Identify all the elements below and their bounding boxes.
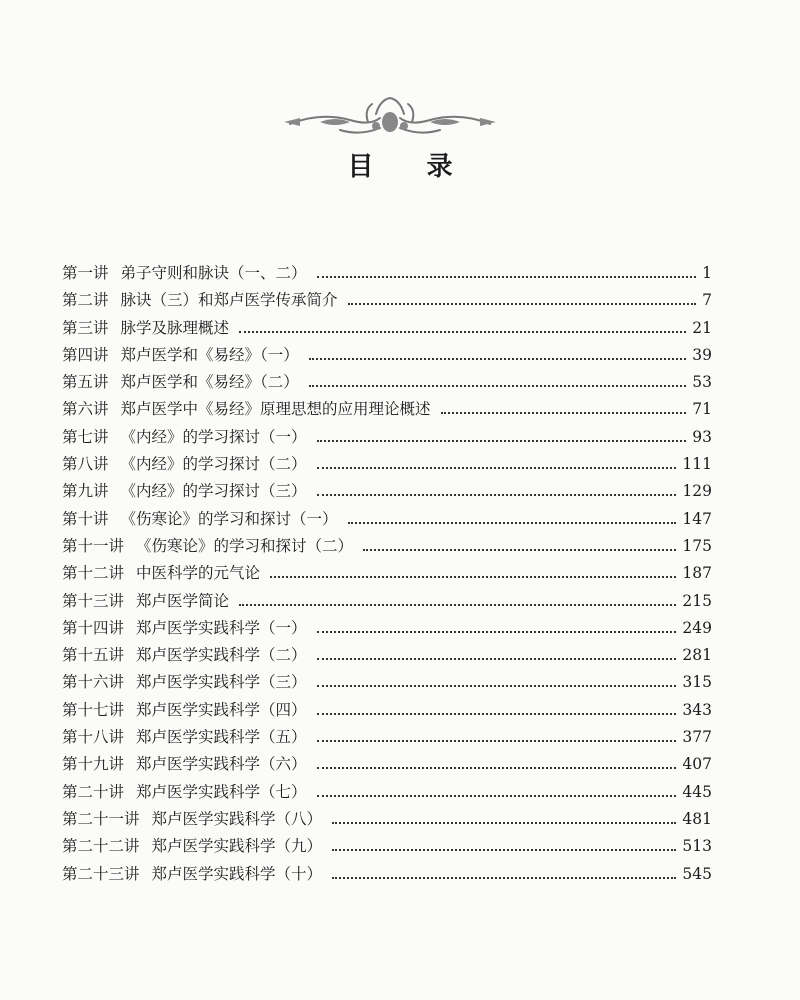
toc-entry[interactable]	[62, 697, 712, 724]
toc-entry-title: 《内经》的学习探讨（二）	[120, 455, 307, 474]
toc-entry[interactable]	[62, 506, 712, 533]
toc-entry-number: 第十三讲	[62, 591, 125, 610]
toc-leader-dots	[239, 331, 686, 333]
toc-entry-page-number: 249	[682, 618, 712, 637]
toc-entry-title: 郑卢医学实践科学（一）	[136, 618, 307, 637]
toc-leader-dots	[270, 576, 676, 578]
toc-entry-page-number: 7	[702, 291, 712, 310]
toc-entry[interactable]	[62, 806, 712, 833]
toc-entry[interactable]	[62, 615, 712, 642]
toc-leader-dots	[309, 358, 686, 360]
toc-entry-page-number: 129	[682, 482, 712, 501]
toc-leader-dots	[317, 276, 696, 278]
toc-entry[interactable]	[62, 424, 712, 451]
toc-entry-number: 第五讲	[62, 373, 109, 392]
toc-entry-title: 脉学及脉理概述	[120, 318, 230, 337]
toc-entry-page-number: 147	[682, 509, 712, 528]
toc-entry[interactable]	[62, 669, 712, 696]
toc-entry-page-number: 281	[682, 646, 712, 665]
page-title: 目 录	[347, 152, 475, 182]
toc-entry-number: 第十九讲	[62, 755, 125, 774]
toc-entry-title: 郑卢医学实践科学（四）	[136, 700, 307, 719]
toc-entry-number: 第十讲	[62, 509, 109, 528]
toc-entry[interactable]	[62, 451, 712, 478]
toc-entry-number: 第八讲	[62, 455, 109, 474]
toc-leader-dots	[363, 549, 676, 551]
toc-entry[interactable]	[62, 478, 712, 505]
toc-entry-title: 郑卢医学中《易经》原理思想的应用理论概述	[120, 400, 431, 419]
toc-entry-number: 第一讲	[62, 264, 109, 282]
toc-leader-dots	[317, 795, 677, 797]
toc-entry-page-number: 39	[692, 345, 712, 364]
toc-entry-page-number: 315	[682, 673, 712, 692]
toc-entry-number: 第七讲	[62, 427, 109, 446]
toc-leader-dots	[317, 740, 677, 742]
toc-entry-number: 第十八讲	[62, 728, 125, 747]
toc-entry-page-number: 187	[682, 564, 712, 583]
toc-entry-number: 第十四讲	[62, 618, 125, 637]
toc-entry[interactable]	[62, 588, 712, 615]
toc-leader-dots	[317, 494, 677, 496]
toc-entry-page-number: 445	[682, 782, 712, 801]
toc-entry-page-number: 71	[692, 400, 712, 419]
toc-entry-page-number: 407	[682, 755, 712, 774]
toc-entry-title: 郑卢医学实践科学（五）	[136, 728, 307, 747]
toc-entry-page-number: 1	[702, 264, 712, 282]
toc-entry-page-number: 21	[692, 318, 712, 337]
toc-leader-dots	[317, 713, 677, 715]
toc-entry-title: 郑卢医学实践科学（三）	[136, 673, 307, 692]
toc-leader-dots	[317, 467, 677, 469]
toc-entry-number: 第十二讲	[62, 564, 125, 583]
toc-entry-page-number: 53	[692, 373, 712, 392]
toc-entry-title: 《伤寒论》的学习和探讨（一）	[120, 509, 338, 528]
toc-leader-dots	[317, 767, 677, 769]
toc-entry-title: 《内经》的学习探讨（三）	[120, 482, 307, 501]
toc-entry-page-number: 343	[682, 700, 712, 719]
toc-entry-title: 郑卢医学实践科学（十）	[151, 864, 323, 883]
toc-entry-title: 中医科学的元气论	[136, 564, 261, 583]
toc-entry-page-number: 215	[682, 591, 712, 610]
toc-leader-dots	[332, 849, 676, 851]
toc-entry-number: 第三讲	[62, 318, 109, 337]
toc-entry-title: 郑卢医学实践科学（六）	[136, 755, 307, 774]
toc-entry-title: 郑卢医学实践科学（八）	[151, 809, 323, 828]
toc-entry[interactable]	[62, 369, 712, 396]
toc-entry[interactable]	[62, 533, 712, 560]
toc-entry[interactable]	[62, 287, 712, 314]
toc-list	[62, 260, 712, 888]
toc-leader-dots	[309, 385, 686, 387]
toc-entry-number: 第六讲	[62, 400, 109, 419]
toc-entry-title: 《伤寒论》的学习和探讨（二）	[136, 536, 354, 555]
toc-entry-title: 脉诀（三）和郑卢医学传承简介	[120, 291, 338, 310]
toc-entry-page-number: 513	[682, 837, 712, 856]
toc-entry-number: 第十七讲	[62, 700, 125, 719]
toc-entry[interactable]	[62, 833, 712, 860]
toc-entry-page-number: 175	[682, 536, 712, 555]
toc-entry-number: 第二十一讲	[62, 809, 140, 828]
toc-leader-dots	[239, 604, 676, 606]
toc-entry-page-number: 545	[682, 864, 712, 883]
toc-leader-dots	[317, 631, 677, 633]
toc-entry-number: 第二讲	[62, 291, 109, 310]
toc-entry-title: 郑卢医学实践科学（二）	[136, 646, 307, 665]
toc-entry-number: 第二十二讲	[62, 837, 140, 856]
toc-entry-page-number: 93	[692, 427, 712, 446]
toc-leader-dots	[332, 877, 676, 879]
toc-leader-dots	[441, 412, 687, 414]
toc-entry[interactable]	[62, 260, 712, 287]
ornament-flourish-icon	[280, 92, 500, 142]
toc-entry-title: 《内经》的学习探讨（一）	[120, 427, 307, 446]
toc-entry-title: 弟子守则和脉诀（一、二）	[120, 264, 307, 282]
toc-entry[interactable]	[62, 560, 712, 587]
toc-leader-dots	[348, 522, 677, 524]
toc-leader-dots	[332, 822, 676, 824]
toc-entry-title: 郑卢医学实践科学（九）	[151, 837, 323, 856]
toc-entry-page-number: 481	[682, 809, 712, 828]
toc-entry-title: 郑卢医学和《易经》（一）	[120, 345, 299, 364]
toc-entry-number: 第十六讲	[62, 673, 125, 692]
toc-entry-number: 第二十三讲	[62, 864, 140, 883]
toc-entry-number: 第十一讲	[62, 536, 125, 555]
toc-entry-number: 第四讲	[62, 345, 109, 364]
toc-entry[interactable]	[62, 315, 712, 342]
toc-entry-number: 第二十讲	[62, 782, 125, 801]
toc-leader-dots	[348, 303, 696, 305]
toc-entry[interactable]	[62, 642, 712, 669]
toc-entry[interactable]	[62, 342, 712, 369]
toc-entry[interactable]	[62, 396, 712, 423]
toc-entry[interactable]	[62, 861, 712, 888]
toc-entry-title: 郑卢医学和《易经》（二）	[120, 373, 299, 392]
toc-entry-number: 第九讲	[62, 482, 109, 501]
toc-entry-page-number: 111	[682, 455, 712, 474]
toc-entry[interactable]	[62, 751, 712, 778]
toc-entry[interactable]	[62, 779, 712, 806]
toc-leader-dots	[317, 440, 687, 442]
toc-entry-number: 第十五讲	[62, 646, 125, 665]
toc-leader-dots	[317, 685, 677, 687]
toc-entry-page-number: 377	[682, 728, 712, 747]
toc-entry-title: 郑卢医学实践科学（七）	[136, 782, 307, 801]
toc-entry-title: 郑卢医学简论	[136, 591, 230, 610]
toc-entry[interactable]	[62, 724, 712, 751]
toc-leader-dots	[317, 658, 677, 660]
